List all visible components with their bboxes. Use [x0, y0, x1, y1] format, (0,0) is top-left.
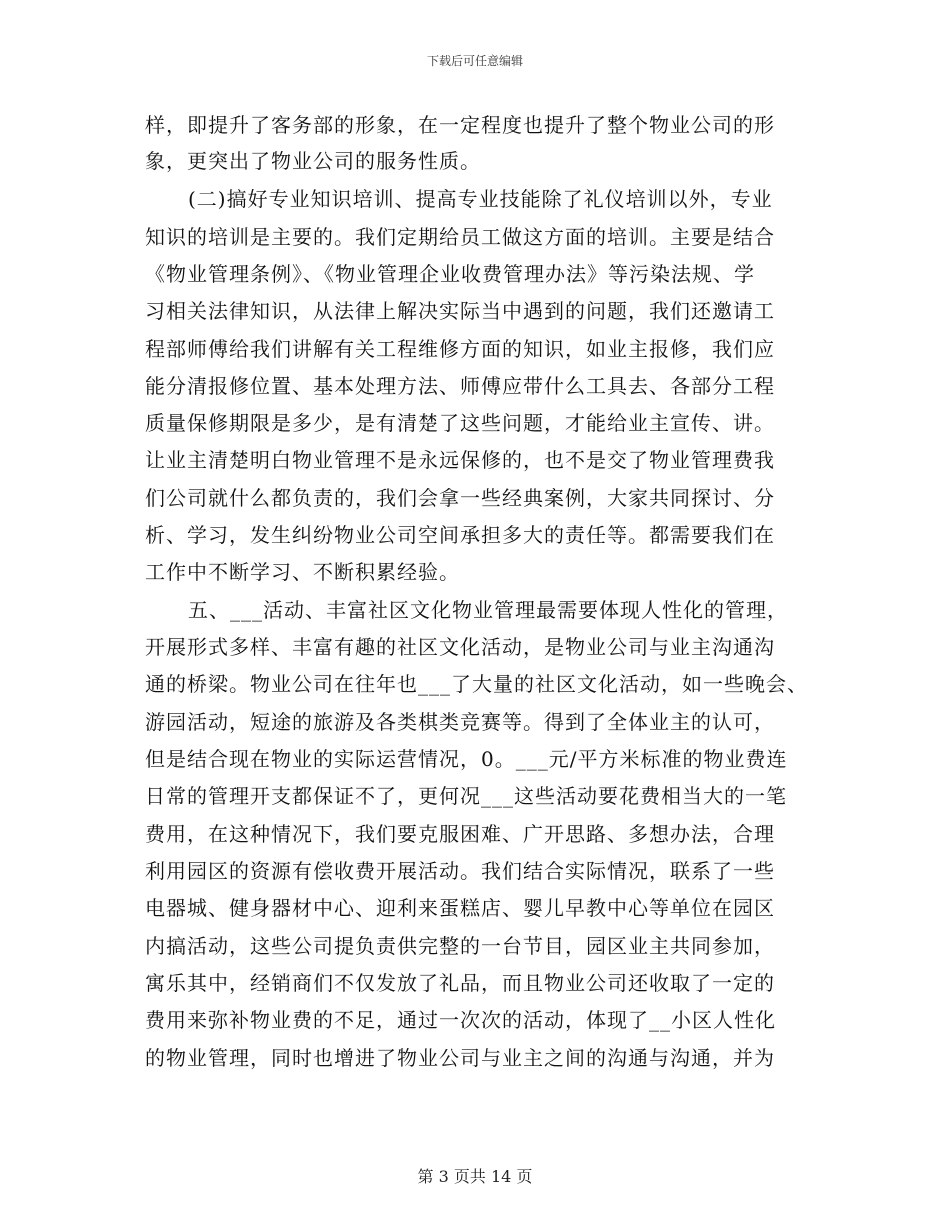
text-line: 内搞活动，这些公司提负责供完整的一台节目，园区业主共同参加，: [145, 934, 775, 958]
text-line: 能分清报修位置、基本处理方法、师傅应带什么工具去、各部分工程: [145, 374, 775, 398]
text-line: 《物业管理条例》、《物业管理企业收费管理办法》等污染法规、学: [145, 262, 755, 286]
text-line: 程部师傅给我们讲解有关工程维修方面的知识，如业主报修，我们应: [145, 337, 775, 361]
page-footer: 第 3 页共 14 页: [417, 1167, 533, 1186]
text-line: 通的桥梁。物业公司在往年也___了大量的社区文化活动，如一些晚会、: [145, 672, 808, 696]
text-line: 们公司就什么都负责的，我们会拿一些经典案例，大家共同探讨、分: [145, 486, 775, 510]
text-line: 费用来弥补物业费的不足，通过一次次的活动，体现了__小区人性化: [145, 1008, 776, 1032]
text-line: 但是结合现在物业的实际运营情况，0。___元/平方米标准的物业费连: [145, 747, 788, 771]
text-line: 寓乐其中，经销商们不仅发放了礼品，而且物业公司还收取了一定的: [145, 971, 775, 995]
text-line: 利用园区的资源有偿收费开展活动。我们结合实际情况，联系了一些: [145, 859, 775, 883]
text-line: 象，更突出了物业公司的服务性质。: [145, 149, 481, 173]
text-line: 析、学习，发生纠纷物业公司空间承担多大的责任等。都需要我们在: [145, 523, 775, 547]
text-line: 质量保修期限是多少，是有清楚了这些问题，才能给业主宣传、讲。: [145, 411, 775, 435]
text-line: 游园活动，短途的旅游及各类棋类竞赛等。得到了全体业主的认可，: [145, 710, 775, 734]
text-line: 样，即提升了客务部的形象，在一定程度也提升了整个物业公司的形: [145, 113, 775, 137]
text-line: 费用，在这种情况下，我们要克服困难、广开思路、多想办法，合理: [145, 822, 775, 846]
text-line: 让业主清楚明白物业管理不是永远保修的，也不是交了物业管理费我: [145, 448, 775, 472]
text-line: 知识的培训是主要的。我们定期给员工做这方面的培训。主要是结合: [145, 225, 775, 249]
text-line: 五、___活动、丰富社区文化物业管理最需要体现人性化的管理，: [188, 598, 788, 622]
text-line: 习相关法律知识，从法律上解决实际当中遇到的问题，我们还邀请工: [145, 299, 775, 323]
text-line: 开展形式多样、丰富有趣的社区文化活动，是物业公司与业主沟通沟: [145, 635, 775, 659]
page-header: 下载后可任意编辑: [426, 54, 523, 68]
text-line: 电器城、健身器材中心、迎利来蛋糕店、婴儿早教中心等单位在园区: [145, 896, 775, 920]
text-line: 工作中不断学习、不断积累经验。: [145, 560, 460, 584]
text-line: 日常的管理开支都保证不了，更何况___这些活动要花费相当大的一笔: [145, 784, 787, 808]
text-line: 的物业管理，同时也增进了物业公司与业主之间的沟通与沟通，并为: [145, 1046, 775, 1070]
text-line: (二)搞好专业知识培训、提高专业技能除了礼仪培训以外，专业: [188, 187, 773, 211]
